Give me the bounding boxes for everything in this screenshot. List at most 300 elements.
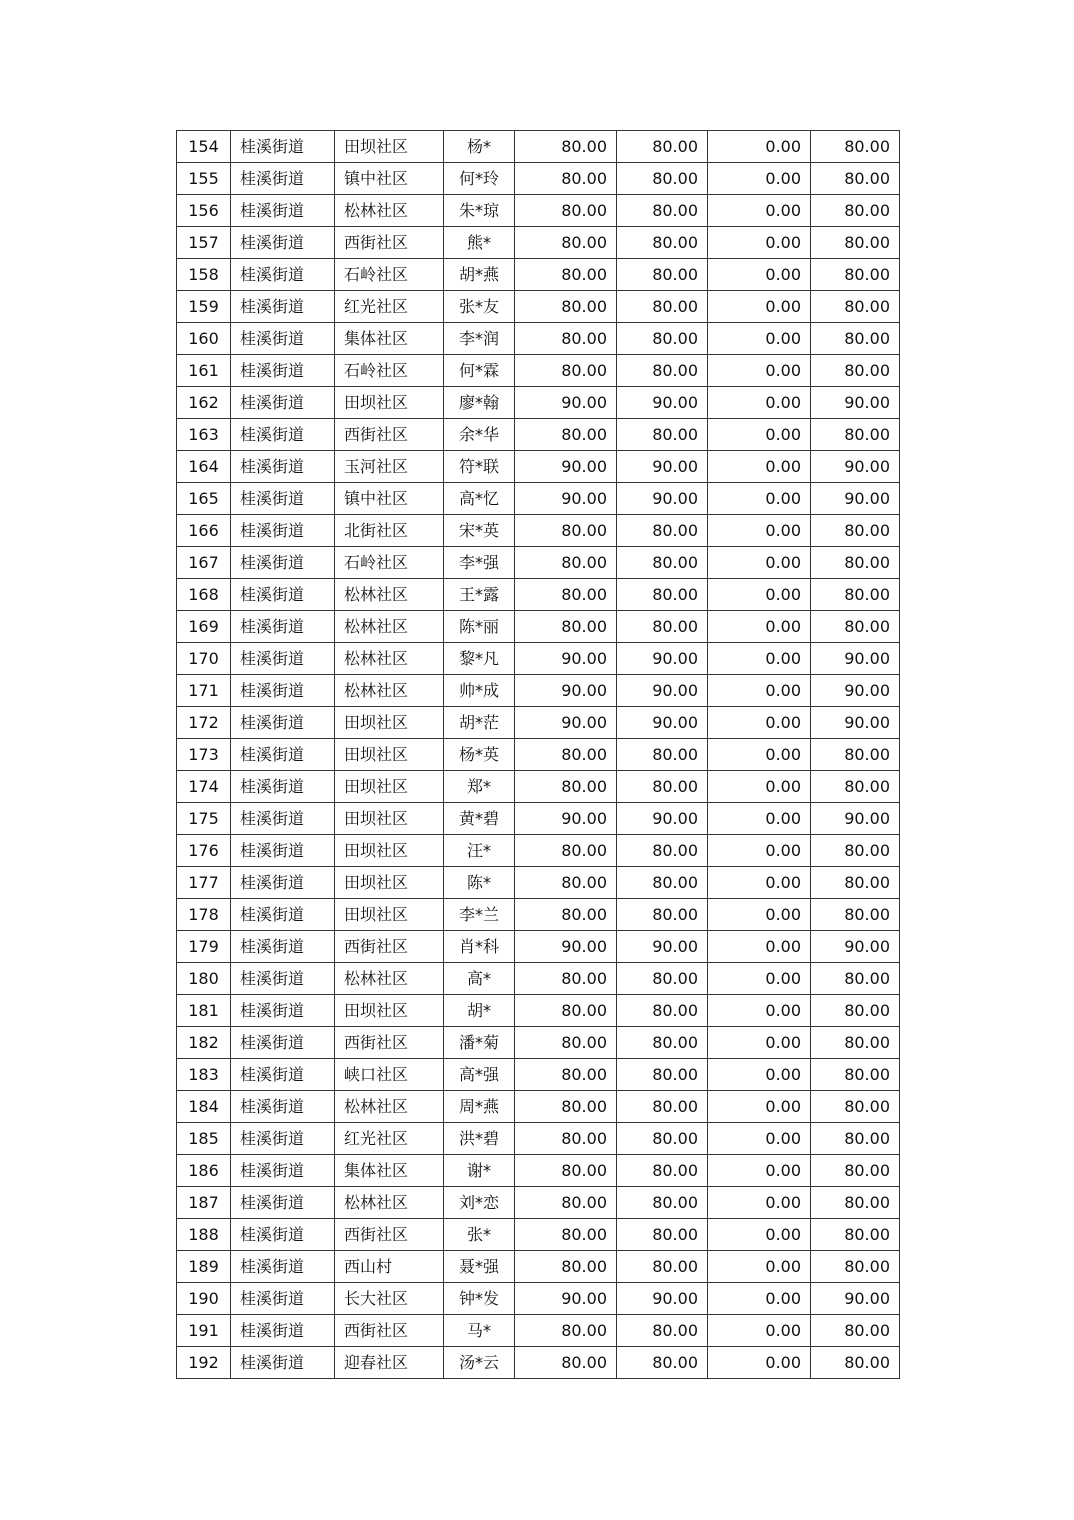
table-row xyxy=(177,611,900,643)
amount-cell-3: 0.00 xyxy=(708,131,811,163)
amount-cell-1: 90.00 xyxy=(515,387,617,419)
person-name-cell: 胡*燕 xyxy=(444,259,515,291)
person-name-cell: 何*玲 xyxy=(444,163,515,195)
amount-cell-4: 80.00 xyxy=(811,227,900,259)
row-number-cell: 182 xyxy=(177,1027,231,1059)
amount-cell-2: 80.00 xyxy=(617,835,708,867)
person-name-cell: 汤*云 xyxy=(444,1347,515,1379)
street-cell: 桂溪街道 xyxy=(231,611,335,643)
amount-cell-3: 0.00 xyxy=(708,387,811,419)
table-row xyxy=(177,803,900,835)
amount-cell-3: 0.00 xyxy=(708,643,811,675)
street-cell: 桂溪街道 xyxy=(231,579,335,611)
street-cell: 桂溪街道 xyxy=(231,803,335,835)
amount-cell-3: 0.00 xyxy=(708,259,811,291)
street-cell: 桂溪街道 xyxy=(231,131,335,163)
person-name-cell: 廖*翰 xyxy=(444,387,515,419)
amount-cell-2: 80.00 xyxy=(617,579,708,611)
person-name-cell: 黄*碧 xyxy=(444,803,515,835)
amount-cell-2: 80.00 xyxy=(617,1251,708,1283)
community-cell: 田坝社区 xyxy=(335,899,444,931)
table-row xyxy=(177,1315,900,1347)
amount-cell-4: 80.00 xyxy=(811,323,900,355)
amount-cell-3: 0.00 xyxy=(708,515,811,547)
street-cell: 桂溪街道 xyxy=(231,291,335,323)
person-name-cell: 高*忆 xyxy=(444,483,515,515)
amount-cell-2: 80.00 xyxy=(617,1219,708,1251)
community-cell: 松林社区 xyxy=(335,675,444,707)
amount-cell-2: 80.00 xyxy=(617,323,708,355)
person-name-cell: 符*联 xyxy=(444,451,515,483)
community-cell: 田坝社区 xyxy=(335,835,444,867)
amount-cell-1: 80.00 xyxy=(515,291,617,323)
table-row xyxy=(177,355,900,387)
row-number-cell: 154 xyxy=(177,131,231,163)
table-row xyxy=(177,867,900,899)
row-number-cell: 170 xyxy=(177,643,231,675)
row-number-cell: 179 xyxy=(177,931,231,963)
amount-cell-4: 80.00 xyxy=(811,515,900,547)
amount-cell-4: 80.00 xyxy=(811,579,900,611)
row-number-cell: 166 xyxy=(177,515,231,547)
amount-cell-3: 0.00 xyxy=(708,835,811,867)
amount-cell-4: 80.00 xyxy=(811,1187,900,1219)
amount-cell-1: 80.00 xyxy=(515,611,617,643)
amount-cell-2: 80.00 xyxy=(617,995,708,1027)
amount-cell-1: 90.00 xyxy=(515,451,617,483)
row-number-cell: 158 xyxy=(177,259,231,291)
community-cell: 红光社区 xyxy=(335,1123,444,1155)
person-name-cell: 潘*菊 xyxy=(444,1027,515,1059)
table-row xyxy=(177,1187,900,1219)
amount-cell-3: 0.00 xyxy=(708,291,811,323)
amount-cell-4: 90.00 xyxy=(811,643,900,675)
table-row xyxy=(177,579,900,611)
amount-cell-1: 80.00 xyxy=(515,579,617,611)
person-name-cell: 余*华 xyxy=(444,419,515,451)
street-cell: 桂溪街道 xyxy=(231,515,335,547)
person-name-cell: 肖*科 xyxy=(444,931,515,963)
table-row xyxy=(177,835,900,867)
street-cell: 桂溪街道 xyxy=(231,355,335,387)
person-name-cell: 聂*强 xyxy=(444,1251,515,1283)
row-number-cell: 176 xyxy=(177,835,231,867)
table-row xyxy=(177,227,900,259)
amount-cell-2: 80.00 xyxy=(617,1059,708,1091)
community-cell: 长大社区 xyxy=(335,1283,444,1315)
street-cell: 桂溪街道 xyxy=(231,1155,335,1187)
table-row xyxy=(177,1283,900,1315)
amount-cell-1: 80.00 xyxy=(515,547,617,579)
person-name-cell: 黎*凡 xyxy=(444,643,515,675)
table-row xyxy=(177,1123,900,1155)
person-name-cell: 张*友 xyxy=(444,291,515,323)
person-name-cell: 李*兰 xyxy=(444,899,515,931)
street-cell: 桂溪街道 xyxy=(231,1315,335,1347)
street-cell: 桂溪街道 xyxy=(231,1187,335,1219)
amount-cell-4: 80.00 xyxy=(811,1219,900,1251)
person-name-cell: 钟*发 xyxy=(444,1283,515,1315)
amount-cell-2: 90.00 xyxy=(617,675,708,707)
community-cell: 田坝社区 xyxy=(335,803,444,835)
community-cell: 镇中社区 xyxy=(335,163,444,195)
amount-cell-4: 80.00 xyxy=(811,131,900,163)
amount-cell-3: 0.00 xyxy=(708,1059,811,1091)
row-number-cell: 169 xyxy=(177,611,231,643)
street-cell: 桂溪街道 xyxy=(231,259,335,291)
person-name-cell: 杨*英 xyxy=(444,739,515,771)
row-number-cell: 155 xyxy=(177,163,231,195)
amount-cell-1: 80.00 xyxy=(515,419,617,451)
table-row xyxy=(177,451,900,483)
amount-cell-2: 80.00 xyxy=(617,1091,708,1123)
row-number-cell: 167 xyxy=(177,547,231,579)
amount-cell-3: 0.00 xyxy=(708,419,811,451)
table-row xyxy=(177,547,900,579)
street-cell: 桂溪街道 xyxy=(231,323,335,355)
amount-cell-4: 80.00 xyxy=(811,867,900,899)
amount-cell-1: 80.00 xyxy=(515,1187,617,1219)
amount-cell-2: 80.00 xyxy=(617,259,708,291)
community-cell: 石岭社区 xyxy=(335,259,444,291)
amount-cell-1: 80.00 xyxy=(515,963,617,995)
community-cell: 西街社区 xyxy=(335,931,444,963)
amount-cell-1: 80.00 xyxy=(515,1059,617,1091)
street-cell: 桂溪街道 xyxy=(231,419,335,451)
amount-cell-2: 80.00 xyxy=(617,771,708,803)
table-row xyxy=(177,995,900,1027)
amount-cell-4: 90.00 xyxy=(811,675,900,707)
street-cell: 桂溪街道 xyxy=(231,675,335,707)
person-name-cell: 李*强 xyxy=(444,547,515,579)
amount-cell-4: 80.00 xyxy=(811,963,900,995)
row-number-cell: 164 xyxy=(177,451,231,483)
amount-cell-4: 80.00 xyxy=(811,995,900,1027)
table-row xyxy=(177,163,900,195)
amount-cell-3: 0.00 xyxy=(708,611,811,643)
amount-cell-3: 0.00 xyxy=(708,547,811,579)
amount-cell-4: 80.00 xyxy=(811,1091,900,1123)
community-cell: 松林社区 xyxy=(335,579,444,611)
table-row xyxy=(177,387,900,419)
amount-cell-2: 90.00 xyxy=(617,451,708,483)
table-row xyxy=(177,899,900,931)
row-number-cell: 165 xyxy=(177,483,231,515)
community-cell: 西街社区 xyxy=(335,419,444,451)
amount-cell-3: 0.00 xyxy=(708,579,811,611)
amount-cell-2: 80.00 xyxy=(617,1315,708,1347)
street-cell: 桂溪街道 xyxy=(231,451,335,483)
community-cell: 松林社区 xyxy=(335,643,444,675)
amount-cell-2: 80.00 xyxy=(617,547,708,579)
amount-cell-1: 90.00 xyxy=(515,707,617,739)
amount-cell-3: 0.00 xyxy=(708,867,811,899)
amount-cell-4: 80.00 xyxy=(811,259,900,291)
amount-cell-1: 80.00 xyxy=(515,227,617,259)
amount-cell-1: 80.00 xyxy=(515,355,617,387)
amount-cell-2: 80.00 xyxy=(617,963,708,995)
person-name-cell: 王*露 xyxy=(444,579,515,611)
amount-cell-2: 80.00 xyxy=(617,867,708,899)
amount-cell-3: 0.00 xyxy=(708,771,811,803)
row-number-cell: 177 xyxy=(177,867,231,899)
amount-cell-4: 80.00 xyxy=(811,547,900,579)
table-row xyxy=(177,131,900,163)
amount-cell-1: 80.00 xyxy=(515,771,617,803)
street-cell: 桂溪街道 xyxy=(231,995,335,1027)
street-cell: 桂溪街道 xyxy=(231,899,335,931)
amount-cell-4: 80.00 xyxy=(811,1027,900,1059)
amount-cell-2: 90.00 xyxy=(617,803,708,835)
amount-cell-3: 0.00 xyxy=(708,163,811,195)
amount-cell-3: 0.00 xyxy=(708,323,811,355)
amount-cell-4: 80.00 xyxy=(811,835,900,867)
amount-cell-1: 80.00 xyxy=(515,835,617,867)
row-number-cell: 189 xyxy=(177,1251,231,1283)
amount-cell-2: 90.00 xyxy=(617,643,708,675)
amount-cell-4: 80.00 xyxy=(811,355,900,387)
community-cell: 镇中社区 xyxy=(335,483,444,515)
person-name-cell: 谢* xyxy=(444,1155,515,1187)
row-number-cell: 186 xyxy=(177,1155,231,1187)
row-number-cell: 188 xyxy=(177,1219,231,1251)
table-row xyxy=(177,707,900,739)
community-cell: 田坝社区 xyxy=(335,131,444,163)
amount-cell-3: 0.00 xyxy=(708,1155,811,1187)
person-name-cell: 朱*琼 xyxy=(444,195,515,227)
amount-cell-2: 80.00 xyxy=(617,163,708,195)
community-cell: 田坝社区 xyxy=(335,771,444,803)
amount-cell-1: 90.00 xyxy=(515,931,617,963)
community-cell: 北街社区 xyxy=(335,515,444,547)
row-number-cell: 174 xyxy=(177,771,231,803)
amount-cell-3: 0.00 xyxy=(708,675,811,707)
amount-cell-3: 0.00 xyxy=(708,1347,811,1379)
community-cell: 集体社区 xyxy=(335,323,444,355)
amount-cell-2: 80.00 xyxy=(617,1155,708,1187)
amount-cell-3: 0.00 xyxy=(708,963,811,995)
amount-cell-2: 80.00 xyxy=(617,291,708,323)
community-cell: 红光社区 xyxy=(335,291,444,323)
row-number-cell: 178 xyxy=(177,899,231,931)
amount-cell-2: 90.00 xyxy=(617,483,708,515)
community-cell: 玉河社区 xyxy=(335,451,444,483)
community-cell: 松林社区 xyxy=(335,611,444,643)
amount-cell-3: 0.00 xyxy=(708,1315,811,1347)
amount-cell-1: 80.00 xyxy=(515,515,617,547)
row-number-cell: 175 xyxy=(177,803,231,835)
street-cell: 桂溪街道 xyxy=(231,227,335,259)
amount-cell-2: 80.00 xyxy=(617,1347,708,1379)
row-number-cell: 181 xyxy=(177,995,231,1027)
street-cell: 桂溪街道 xyxy=(231,1123,335,1155)
amount-cell-3: 0.00 xyxy=(708,899,811,931)
amount-cell-1: 90.00 xyxy=(515,483,617,515)
row-number-cell: 172 xyxy=(177,707,231,739)
community-cell: 西山村 xyxy=(335,1251,444,1283)
amount-cell-2: 80.00 xyxy=(617,227,708,259)
table-row xyxy=(177,1219,900,1251)
amount-cell-4: 80.00 xyxy=(811,771,900,803)
amount-cell-1: 90.00 xyxy=(515,643,617,675)
amount-cell-3: 0.00 xyxy=(708,195,811,227)
amount-cell-3: 0.00 xyxy=(708,483,811,515)
amount-cell-3: 0.00 xyxy=(708,1027,811,1059)
person-name-cell: 陈*丽 xyxy=(444,611,515,643)
amount-cell-4: 80.00 xyxy=(811,1347,900,1379)
row-number-cell: 192 xyxy=(177,1347,231,1379)
table-row xyxy=(177,195,900,227)
row-number-cell: 159 xyxy=(177,291,231,323)
amount-cell-1: 80.00 xyxy=(515,739,617,771)
person-name-cell: 何*霖 xyxy=(444,355,515,387)
row-number-cell: 191 xyxy=(177,1315,231,1347)
amount-cell-1: 80.00 xyxy=(515,1219,617,1251)
amount-cell-3: 0.00 xyxy=(708,931,811,963)
amount-cell-4: 90.00 xyxy=(811,803,900,835)
community-cell: 西街社区 xyxy=(335,227,444,259)
table-row xyxy=(177,963,900,995)
amount-cell-2: 80.00 xyxy=(617,899,708,931)
person-name-cell: 汪* xyxy=(444,835,515,867)
person-name-cell: 马* xyxy=(444,1315,515,1347)
amount-cell-1: 80.00 xyxy=(515,1091,617,1123)
amount-cell-1: 80.00 xyxy=(515,195,617,227)
person-name-cell: 帅*成 xyxy=(444,675,515,707)
person-name-cell: 陈* xyxy=(444,867,515,899)
row-number-cell: 168 xyxy=(177,579,231,611)
community-cell: 田坝社区 xyxy=(335,995,444,1027)
amount-cell-2: 90.00 xyxy=(617,387,708,419)
community-cell: 松林社区 xyxy=(335,195,444,227)
community-cell: 西街社区 xyxy=(335,1027,444,1059)
amount-cell-2: 90.00 xyxy=(617,1283,708,1315)
street-cell: 桂溪街道 xyxy=(231,707,335,739)
table-row xyxy=(177,739,900,771)
amount-cell-4: 80.00 xyxy=(811,1315,900,1347)
amount-cell-1: 80.00 xyxy=(515,867,617,899)
row-number-cell: 163 xyxy=(177,419,231,451)
street-cell: 桂溪街道 xyxy=(231,643,335,675)
amount-cell-3: 0.00 xyxy=(708,803,811,835)
amount-cell-1: 80.00 xyxy=(515,259,617,291)
amount-cell-3: 0.00 xyxy=(708,1123,811,1155)
row-number-cell: 156 xyxy=(177,195,231,227)
amount-cell-2: 80.00 xyxy=(617,611,708,643)
table-row xyxy=(177,675,900,707)
street-cell: 桂溪街道 xyxy=(231,739,335,771)
amount-cell-1: 80.00 xyxy=(515,1315,617,1347)
person-name-cell: 高*强 xyxy=(444,1059,515,1091)
street-cell: 桂溪街道 xyxy=(231,867,335,899)
row-number-cell: 161 xyxy=(177,355,231,387)
community-cell: 松林社区 xyxy=(335,963,444,995)
amount-cell-3: 0.00 xyxy=(708,1219,811,1251)
table-row xyxy=(177,1251,900,1283)
person-name-cell: 胡* xyxy=(444,995,515,1027)
amount-cell-1: 90.00 xyxy=(515,803,617,835)
amount-cell-3: 0.00 xyxy=(708,1251,811,1283)
amount-cell-4: 90.00 xyxy=(811,1283,900,1315)
data-table xyxy=(176,130,900,1379)
table-row xyxy=(177,323,900,355)
community-cell: 田坝社区 xyxy=(335,707,444,739)
amount-cell-4: 80.00 xyxy=(811,419,900,451)
row-number-cell: 160 xyxy=(177,323,231,355)
amount-cell-4: 80.00 xyxy=(811,291,900,323)
amount-cell-2: 80.00 xyxy=(617,195,708,227)
table-row xyxy=(177,771,900,803)
street-cell: 桂溪街道 xyxy=(231,195,335,227)
amount-cell-4: 80.00 xyxy=(811,1059,900,1091)
community-cell: 石岭社区 xyxy=(335,355,444,387)
amount-cell-2: 80.00 xyxy=(617,355,708,387)
row-number-cell: 184 xyxy=(177,1091,231,1123)
amount-cell-3: 0.00 xyxy=(708,1091,811,1123)
community-cell: 西街社区 xyxy=(335,1219,444,1251)
person-name-cell: 高* xyxy=(444,963,515,995)
community-cell: 迎春社区 xyxy=(335,1347,444,1379)
amount-cell-1: 80.00 xyxy=(515,1347,617,1379)
amount-cell-1: 80.00 xyxy=(515,995,617,1027)
community-cell: 田坝社区 xyxy=(335,739,444,771)
amount-cell-4: 80.00 xyxy=(811,1123,900,1155)
street-cell: 桂溪街道 xyxy=(231,483,335,515)
amount-cell-1: 80.00 xyxy=(515,131,617,163)
table-row xyxy=(177,419,900,451)
amount-cell-3: 0.00 xyxy=(708,451,811,483)
amount-cell-4: 80.00 xyxy=(811,899,900,931)
table-row xyxy=(177,483,900,515)
table-row xyxy=(177,1091,900,1123)
community-cell: 松林社区 xyxy=(335,1187,444,1219)
community-cell: 田坝社区 xyxy=(335,387,444,419)
amount-cell-1: 80.00 xyxy=(515,1027,617,1059)
table-row xyxy=(177,1347,900,1379)
community-cell: 石岭社区 xyxy=(335,547,444,579)
amount-cell-4: 90.00 xyxy=(811,387,900,419)
amount-cell-2: 90.00 xyxy=(617,707,708,739)
person-name-cell: 刘*恋 xyxy=(444,1187,515,1219)
community-cell: 峡口社区 xyxy=(335,1059,444,1091)
amount-cell-2: 80.00 xyxy=(617,131,708,163)
person-name-cell: 周*燕 xyxy=(444,1091,515,1123)
amount-cell-4: 80.00 xyxy=(811,1251,900,1283)
amount-cell-1: 80.00 xyxy=(515,323,617,355)
amount-cell-2: 90.00 xyxy=(617,931,708,963)
row-number-cell: 185 xyxy=(177,1123,231,1155)
table-row xyxy=(177,1059,900,1091)
person-name-cell: 胡*茫 xyxy=(444,707,515,739)
person-name-cell: 郑* xyxy=(444,771,515,803)
street-cell: 桂溪街道 xyxy=(231,387,335,419)
community-cell: 集体社区 xyxy=(335,1155,444,1187)
amount-cell-3: 0.00 xyxy=(708,995,811,1027)
person-name-cell: 李*润 xyxy=(444,323,515,355)
row-number-cell: 190 xyxy=(177,1283,231,1315)
row-number-cell: 180 xyxy=(177,963,231,995)
table-row xyxy=(177,1027,900,1059)
community-cell: 田坝社区 xyxy=(335,867,444,899)
table-row xyxy=(177,291,900,323)
amount-cell-2: 80.00 xyxy=(617,515,708,547)
person-name-cell: 洪*碧 xyxy=(444,1123,515,1155)
row-number-cell: 173 xyxy=(177,739,231,771)
amount-cell-2: 80.00 xyxy=(617,419,708,451)
street-cell: 桂溪街道 xyxy=(231,835,335,867)
street-cell: 桂溪街道 xyxy=(231,163,335,195)
amount-cell-3: 0.00 xyxy=(708,355,811,387)
